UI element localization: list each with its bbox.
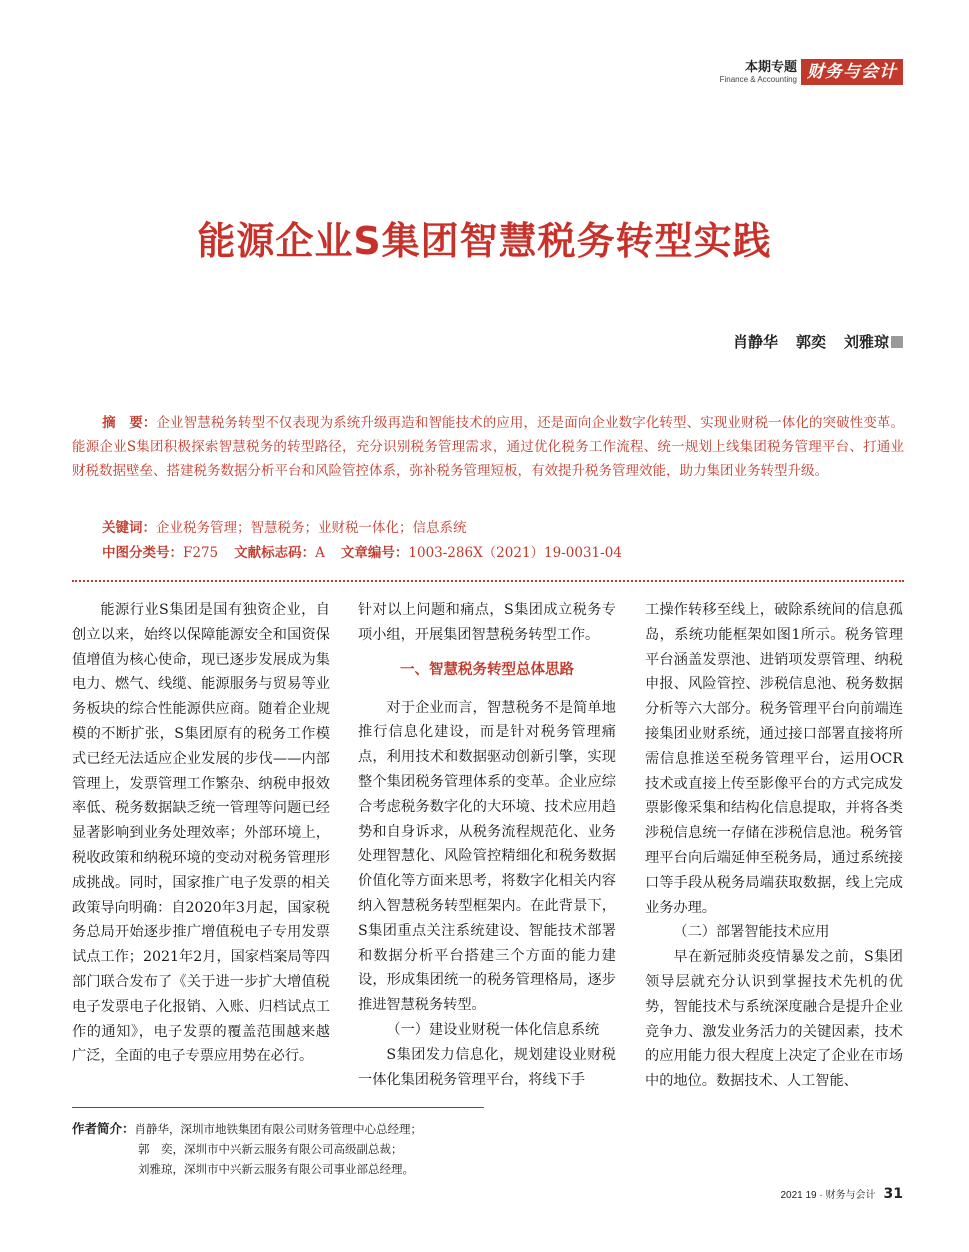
paragraph: 能源行业S集团是国有独资企业，自创立以来，始终以保障能源安全和国资保值增值为核心使命，现已逐步发展成为集电力、燃气、线缆、能源服务与贸易等业务板块的综合性能源供应商。随着企业规模的不断扩张，S集团原有的税务工作模式已经无法适应企业发展的步伐——内部管理上，发票管理工作繁杂、纳税申报效率低、税务数据缺乏统一管理等问题已经显著影响到业务处理效率；外部环境上，税收政策和纳税环境的变动对税务管理形成挑战。同时，国家推广电子发票的相关政策导向明确：自2020年3月起，国家税务总局开始逐步推广增值税电子专用发票试点工作；2021年2月，国家档案局等四部门联合发布了《关于进一步扩大增值税电子发票电子化报销、入账、归档试点工作的通知》，电子发票的覆盖范围越来越广泛，全面的电子专票应用势在必行。 bbox=[72, 602, 330, 1065]
paragraph: 对于企业而言，智慧税务不是简单地推行信息化建设，而是针对税务管理痛点，利用技术和数据驱动创新引擎，实现整个集团税务管理体系的变革。企业应综合考虑税务数字化的大环境、技术应用趋势和自身诉求，从税务流程规范化、业务处理智慧化、风险管控精细化和税务数据价值化等方面来思考，将数字化相关内容纳入智慧税务转型框架内。在此背景下，S集团重点关注系统建设、智能技术部署和数据分析平台搭建三个方面的能力建设，形成集团统一的税务管理格局，逐步推进智慧税务转型。 bbox=[358, 699, 616, 1014]
doc-code-label: 文献标志码： bbox=[234, 545, 316, 561]
column-2 bbox=[358, 598, 616, 1092]
journal-english-name: Finance & Accounting bbox=[719, 74, 797, 84]
author-name: 刘雅琼 bbox=[843, 333, 889, 351]
article-number-value: 1003-286X（2021）19-0031-04 bbox=[408, 545, 622, 561]
abstract bbox=[72, 411, 904, 483]
keywords bbox=[102, 516, 467, 540]
subsection-heading: （一）建设业财税一体化信息系统 bbox=[386, 1021, 600, 1038]
article-title: 能源企业S集团智慧税务转型实践 bbox=[197, 219, 772, 263]
keywords-text: 企业税务管理；智慧税务；业财税一体化；信息系统 bbox=[156, 520, 467, 536]
section-heading: 一、智慧税务转型总体思路 bbox=[400, 661, 574, 678]
author-name: 肖静华 bbox=[732, 333, 778, 351]
masthead-text bbox=[720, 60, 797, 85]
author-notes bbox=[72, 1119, 422, 1179]
page-number: 31 bbox=[883, 1186, 903, 1202]
page-footer bbox=[780, 1186, 903, 1202]
paragraph: S集团发力信息化，规划建设业财税一体化集团税务管理平台，将线下手 bbox=[358, 1046, 616, 1088]
clc-value: F275 bbox=[183, 545, 219, 561]
column-1 bbox=[72, 598, 330, 1069]
author-square-icon bbox=[891, 336, 903, 348]
doc-code-value: A bbox=[315, 545, 325, 561]
author-list bbox=[715, 331, 903, 352]
issue-info: 2021 19 · 财务与会计 bbox=[780, 1190, 876, 1201]
article-number-label: 文章编号： bbox=[340, 545, 409, 561]
clc-label: 中图分类号： bbox=[102, 545, 183, 561]
footnote-rule bbox=[72, 1107, 484, 1108]
column-3 bbox=[645, 598, 903, 1094]
masthead bbox=[720, 58, 903, 86]
paragraph: 工操作转移至线上，破除系统间的信息孤岛，系统功能框架如图1所示。税务管理平台涵盖发票池、进销项发票管理、纳税申报、风险管控、涉税信息池、税务数据分析等六大部分。税务管理平台向前端连接集团业财系统，通过接口部署直接将所需信息推送至税务管理平台，运用OCR技术或直接上传至影像平台的方式完成发票影像采集和结构化信息提取，并将各类涉税信息统一存储在涉税信息池。税务管理平台向后端延伸至税务局，通过系统接口等手段从税务局端获取数据，线上完成业务办理。 bbox=[645, 602, 903, 916]
author-name: 郭奕 bbox=[795, 333, 826, 351]
keywords-label: 关键词： bbox=[102, 520, 156, 536]
subsection-heading: （二）部署智能技术应用 bbox=[673, 924, 830, 941]
author-note: 肖静华，深圳市地铁集团有限公司财务管理中心总经理； bbox=[134, 1122, 423, 1136]
paragraph: 针对以上问题和痛点，S集团成立税务专项小组，开展集团智慧税务转型工作。 bbox=[358, 602, 616, 643]
classification-line bbox=[102, 541, 622, 565]
abstract-label: 摘 要： bbox=[102, 415, 157, 431]
author-note: 郭 奕，深圳市中兴新云服务有限公司高级副总裁； bbox=[138, 1142, 403, 1156]
author-note: 刘雅琼，深圳市中兴新云服务有限公司事业部总经理。 bbox=[138, 1162, 414, 1176]
abstract-text: 企业智慧税务转型不仅表现为系统升级再造和智能技术的应用，还是面向企业数字化转型、实现业财税一体化的突破性变革。能源企业S集团积极探索智慧税务的转型路径，充分识别税务管理需求，通过优化税务工作流程、统一规划上线集团税务管理平台、打通业财税数据壁垒、搭建税务数据分析平台和风险管控体系，弥补税务管理短板，有效提升税务管理效能，助力集团业务转型升级。 bbox=[72, 415, 905, 479]
column-topic: 本期专题 bbox=[744, 59, 797, 75]
author-notes-label: 作者简介： bbox=[72, 1121, 135, 1136]
journal-logo: 财务与会计 bbox=[801, 59, 903, 85]
dotted-divider bbox=[72, 580, 904, 582]
paragraph: 早在新冠肺炎疫情暴发之前，S集团领导层就充分认识到掌握技术先机的优势，智能技术与系统深度融合是提升企业竞争力、激发业务活力的关键因素，技术的应用能力很大程度上决定了企业在市场中的地位。数据技术、人工智能、 bbox=[645, 949, 903, 1090]
